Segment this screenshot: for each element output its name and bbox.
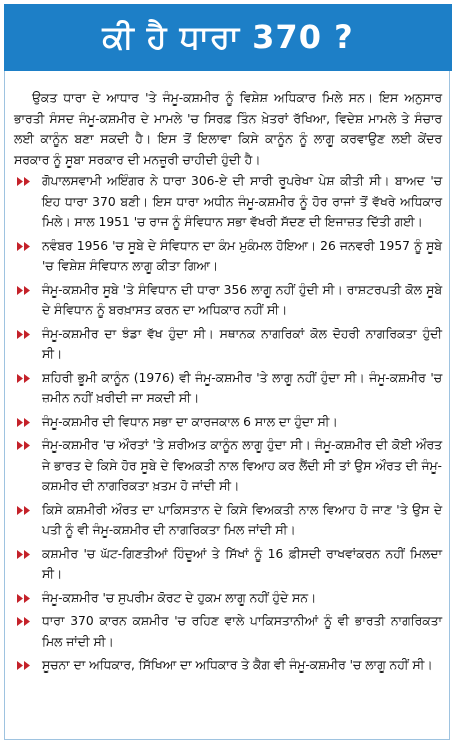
double-chevron-right-icon — [17, 374, 31, 383]
list-item — [14, 280, 442, 321]
double-chevron-right-icon — [17, 418, 31, 427]
list-item — [14, 368, 442, 409]
double-chevron-right-icon — [17, 594, 31, 603]
list-item-text: ਜੰਮੂ-ਕਸ਼ਮੀਰ 'ਚ ਔਰਤਾਂ 'ਤੇ ਸ਼ਰੀਅਤ ਕਾਨੂੰਨ ਲਾਗੂ ਹੁੰਦਾ ਸੀ। ਜੰਮੂ-ਕਸ਼ਮੀਰ ਦੀ ਕੋਈ ਔਰਤ ਜੇ ਭਾਰਤ ਦੇ ਕਿਸੇ ਹੋਰ ਸੂਬੇ ਦੇ ਵਿਅਕਤੀ ਨਾਲ ਵਿਆਹ ਕਰ ਲੈਂਦੀ ਸੀ ਤਾਂ ਉਸ ਔਰਤ ਦੀ ਜੰਮੂ-ਕਸ਼ਮੀਰ ਦੀ ਨਾਗਰਿਕਤਾ ਖ਼ਤਮ ਹੋ ਜਾਂਦੀ ਸੀ। — [42, 438, 442, 493]
double-chevron-right-icon — [17, 441, 31, 450]
list-item-text: ਜੰਮੂ-ਕਸ਼ਮੀਰ ਦਾ ਝੰਡਾ ਵੱਖ ਹੁੰਦਾ ਸੀ। ਸਥਾਨਕ ਨਾਗਰਿਕਾਂ ਕੋਲ ਦੋਹਰੀ ਨਾਗਰਿਕਤਾ ਹੁੰਦੀ ਸੀ। — [42, 326, 442, 361]
double-chevron-right-icon — [17, 550, 31, 559]
double-chevron-right-icon — [17, 330, 31, 339]
list-item — [14, 236, 442, 277]
list-item-text: ਜੰਮੂ-ਕਸ਼ਮੀਰ 'ਚ ਸੁਪਰੀਮ ਕੋਰਟ ਦੇ ਹੁਕਮ ਲਾਗੂ ਨਹੀਂ ਹੁੰਦੇ ਸਨ। — [42, 590, 317, 605]
double-chevron-right-icon — [17, 286, 31, 295]
list-item — [14, 324, 442, 365]
list-item-text: ਗੋਪਾਲਸਵਾਮੀ ਅਇੰਗਰ ਨੇ ਧਾਰਾ 306-ਏ ਦੀ ਸਾਰੀ ਰੂਪਰੇਖਾ ਪੇਸ਼ ਕੀਤੀ ਸੀ। ਬਾਅਦ 'ਚ ਇਹ ਧਾਰਾ 370 ਬਣੀ। ਇਸ ਧਾਰਾ ਅਧੀਨ ਜੰਮੂ-ਕਸ਼ਮੀਰ ਨੂੰ ਹੋਰ ਰਾਜਾਂ ਤੋਂ ਵੱਖਰੇ ਅਧਿਕਾਰ ਮਿਲੇ। ਸਾਲ 1951 'ਚ ਰਾਜ ਨੂੰ ਸੰਵਿਧਾਨ ਸਭਾ ਵੱਖਰੀ ਸੱਦਣ ਦੀ ਇਜਾਜ਼ਤ ਦਿੱਤੀ ਗਈ। — [42, 174, 442, 229]
list-item — [14, 171, 442, 233]
list-item — [14, 588, 442, 609]
page-title: ਕੀ ਹੈ ਧਾਰਾ 370 ? — [102, 18, 354, 56]
list-item-text: ਜੰਮੂ-ਕਸ਼ਮੀਰ ਦੀ ਵਿਧਾਨ ਸਭਾ ਦਾ ਕਾਰਜਕਾਲ 6 ਸਾਲ ਦਾ ਹੁੰਦਾ ਸੀ। — [42, 414, 338, 429]
list-item — [14, 500, 442, 541]
list-item-text: ਸੂਚਨਾ ਦਾ ਅਧਿਕਾਰ, ਸਿੱਖਿਆ ਦਾ ਅਧਿਕਾਰ ਤੇ ਕੈਗ ਵੀ ਜੰਮੂ-ਕਸ਼ਮੀਰ 'ਚ ਲਾਗੂ ਨਹੀਂ ਸੀ। — [42, 658, 433, 672]
list-item — [14, 544, 442, 585]
list-item-text: ਜੰਮੂ-ਕਸ਼ਮੀਰ ਸੂਬੇ 'ਤੇ ਸੰਵਿਧਾਨ ਦੀ ਧਾਰਾ 356 ਲਾਗੂ ਨਹੀਂ ਹੁੰਦੀ ਸੀ। ਰਾਸ਼ਟਰਪਤੀ ਕੋਲ ਸੂਬੇ ਦੇ ਸੰਵਿਧਾਨ ਨੂੰ ਬਰਖ਼ਾਸਤ ਕਰਨ ਦਾ ਅਧਿਕਾਰ ਨਹੀਂ ਸੀ। — [42, 282, 442, 317]
list-item — [14, 611, 442, 652]
list-item-text: ਨਵੰਬਰ 1956 'ਚ ਸੂਬੇ ਦੇ ਸੰਵਿਧਾਨ ਦਾ ਕੰਮ ਮੁਕੰਮਲ ਹੋਇਆ। 26 ਜਨਵਰੀ 1957 ਨੂੰ ਸੂਬੇ 'ਚ ਵਿਸ਼ੇਸ਼ ਸੰਵਿਧਾਨ ਲਾਗੂ ਕੀਤਾ ਗਿਆ। — [42, 238, 442, 273]
list-item — [14, 412, 442, 433]
list-item-text: ਧਾਰਾ 370 ਕਾਰਨ ਕਸ਼ਮੀਰ 'ਚ ਰਹਿਣ ਵਾਲੇ ਪਾਕਿਸਤਾਨੀਆਂ ਨੂੰ ਵੀ ਭਾਰਤੀ ਨਾਗਰਿਕਤਾ ਮਿਲ ਜਾਂਦੀ ਸੀ। — [42, 614, 442, 649]
double-chevron-right-icon — [17, 242, 31, 251]
list-item-text: ਕਸ਼ਮੀਰ 'ਚ ਘੱਟ-ਗਿਣਤੀਆਂ ਹਿੰਦੂਆਂ ਤੇ ਸਿੱਖਾਂ ਨੂੰ 16 ਫ਼ੀਸਦੀ ਰਾਖਵਾਂਕਰਨ ਨਹੀਂ ਮਿਲਦਾ ਸੀ। — [42, 546, 442, 581]
intro-paragraph: ਉਕਤ ਧਾਰਾ ਦੇ ਆਧਾਰ 'ਤੇ ਜੰਮੂ-ਕਸ਼ਮੀਰ ਨੂੰ ਵਿਸ਼ੇਸ਼ ਅਧਿਕਾਰ ਮਿਲੇ ਸਨ। ਇਸ ਅਨੁਸਾਰ ਭਾਰਤੀ ਸੰਸਦ ਜੰਮੂ-ਕਸ਼ਮੀਰ ਦੇ ਮਾਮਲੇ 'ਚ ਸਿਰਫ਼ ਤਿੰਨ ਖ਼ੇਤਰਾਂ ਰੱਖਿਆ, ਵਿਦੇਸ਼ ਮਾਮਲੇ ਤੇ ਸੰਚਾਰ ਲਈ ਕਾਨੂੰਨ ਬਣਾ ਸਕਦੀ ਹੈ। ਇਸ ਤੋਂ ਇਲਾਵਾ ਕਿਸੇ ਕਾਨੂੰਨ ਨੂੰ ਲਾਗੂ ਕਰਵਾਉਣ ਲਈ ਕੇਂਦਰ ਸਰਕਾਰ ਨੂੰ ਸੂਬਾ ਸਰਕਾਰ ਦੀ ਮਨਜ਼ੂਰੀ ਚਾਹੀਦੀ ਹੁੰਦੀ ਹੈ। — [14, 91, 442, 167]
double-chevron-right-icon — [17, 661, 31, 670]
double-chevron-right-icon — [17, 617, 31, 626]
list-item-text: ਸ਼ਹਿਰੀ ਭੂਮੀ ਕਾਨੂੰਨ (1976) ਵੀ ਜੰਮੂ-ਕਸ਼ਮੀਰ 'ਤੇ ਲਾਗੂ ਨਹੀਂ ਹੁੰਦਾ ਸੀ। ਜੰਮੂ-ਕਸ਼ਮੀਰ 'ਚ ਜ਼ਮੀਨ ਨਹੀਂ ਖ਼ਰੀਦੀ ਜਾ ਸਕਦੀ ਸੀ। — [42, 370, 442, 405]
article-body — [14, 88, 442, 679]
double-chevron-right-icon — [17, 506, 31, 515]
list-item — [14, 655, 442, 676]
list-item-text: ਕਿਸੇ ਕਸ਼ਮੀਰੀ ਔਰਤ ਦਾ ਪਾਕਿਸਤਾਨ ਦੇ ਕਿਸੇ ਵਿਅਕਤੀ ਨਾਲ ਵਿਆਹ ਹੋ ਜਾਣ 'ਤੇ ਉਸ ਦੇ ਪਤੀ ਨੂੰ ਵੀ ਜੰਮੂ-ਕਸ਼ਮੀਰ ਦੀ ਨਾਗਰਿਕਤਾ ਮਿਲ ਜਾਂਦੀ ਸੀ। — [42, 502, 442, 537]
list-item — [14, 435, 442, 497]
title-banner — [4, 4, 452, 71]
double-chevron-right-icon — [17, 177, 31, 186]
points-list — [14, 171, 442, 676]
